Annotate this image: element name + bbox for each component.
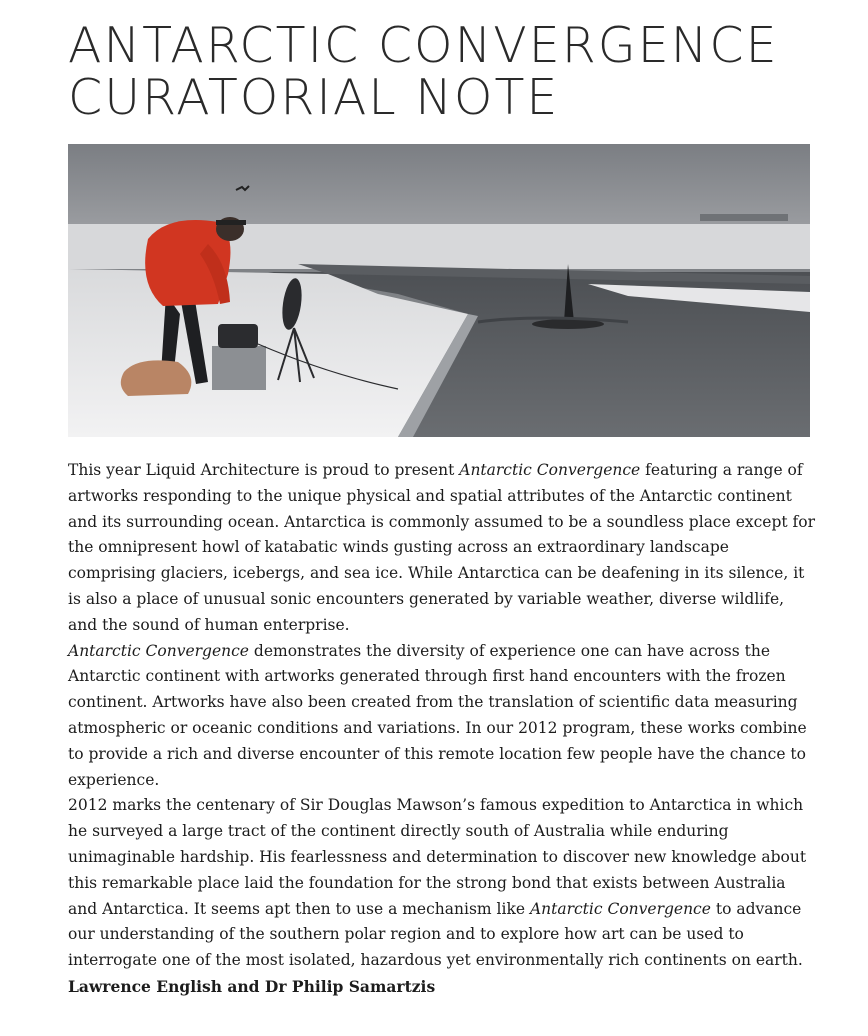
page-title-line-1: ANTARCTIC CONVERGENCE (68, 17, 779, 74)
paragraph-3 (68, 793, 816, 974)
headphones-icon (216, 220, 246, 225)
curatorial-body (68, 458, 816, 1000)
page-title (68, 17, 812, 126)
paragraph-3-text-a: 2012 marks the centenary of Sir Douglas Mawson’s famous expedition to Antarctica in which he surveyed a large tract of the continent directly south of Australia while enduring unimaginable hardship. His fearlessness and determination to discover new knowledge about this remarkable place laid the foundation for the strong bond that exists between Australia and Antarctica. It seems apt then to use a mechanism like (68, 796, 807, 918)
paragraph-3-text-b: to advance our understanding of the southern polar region and to explore how art can be used to interrogate one of the most isolated, hazardous yet environmentally rich continents on earth. (68, 899, 803, 970)
sky (68, 144, 810, 226)
paragraph-2 (68, 639, 816, 794)
paragraph-1 (68, 458, 816, 639)
paragraph-1-text-a: This year Liquid Architecture is proud to present (68, 461, 460, 479)
curatorial-note-page (68, 17, 816, 996)
page-title-line-2: CURATORIAL NOTE (68, 69, 560, 126)
antarctic-recordist-orca-photo (68, 144, 810, 437)
paragraph-1-title-italic: Antarctic Convergence (459, 461, 641, 479)
recorder-bag (218, 324, 258, 348)
paragraph-1-text-b: featuring a range of artworks responding to the unique physical and spatial attributes of the Antarctic continent and its surrounding ocean. Antarctica is commonly assumed to be a soundless place except for the omnipresent howl of katabatic winds gusting across an extraordinary landscape comprising glaciers, icebergs, and sea ice. While Antarctica can be deafening in its silence, it is also a place of unusual sonic encounters generated by variable weather, diverse wildlife, and the sound of human enterprise. (68, 461, 816, 634)
author-signature: Lawrence English and Dr Philip Samartzis (68, 976, 436, 996)
distant-iceberg (700, 214, 788, 221)
paragraph-3-title-italic: Antarctic Convergence (529, 899, 711, 918)
paragraph-2-text-b: demonstrates the diversity of experience one can have across the Antarctic continent with artworks generated through first hand encounters with the frozen continent. Artworks have also been created from the translation of scientific data measuring atmospheric or oceanic conditions and variations. In our 2012 program, these works combine to provide a rich and diverse encounter of this remote location few people have the chance to experience. (68, 641, 807, 789)
paragraph-2-title-italic: Antarctic Convergence (68, 641, 249, 660)
photo-illustration (68, 144, 810, 437)
equipment-case (212, 346, 266, 390)
